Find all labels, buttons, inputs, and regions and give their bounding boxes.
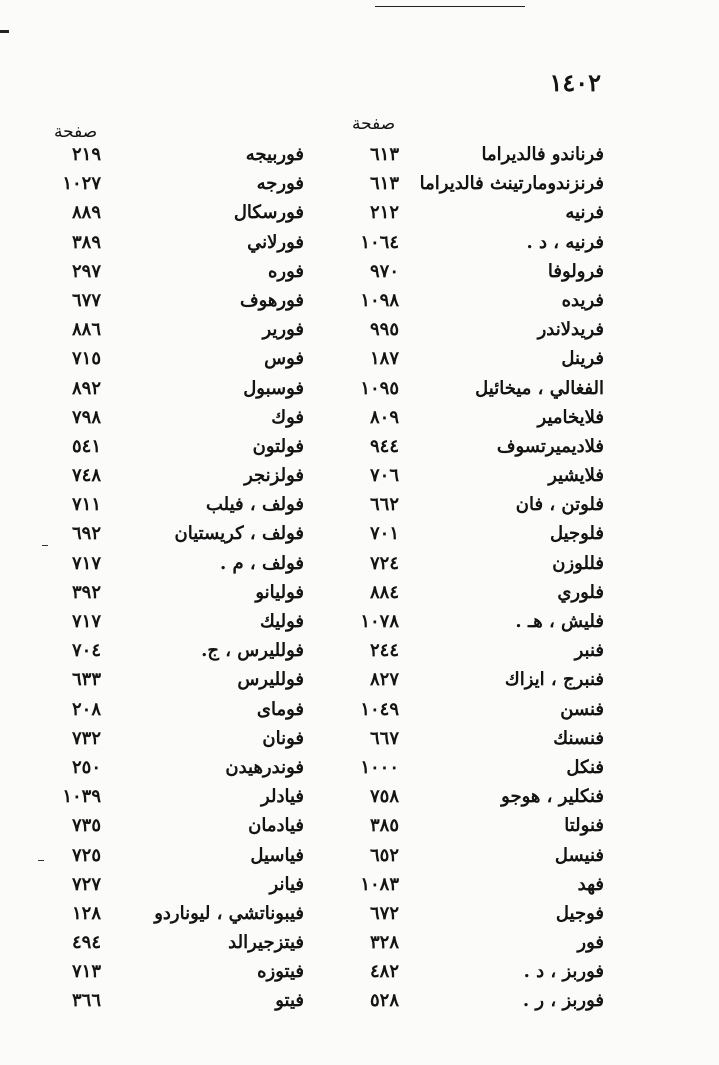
entry-name-right: فنكل: [566, 756, 604, 778]
entry-name-right: فلاديميرتسوف: [496, 435, 604, 457]
entry-name-right: فور: [577, 932, 604, 954]
column-header-left: صفحة: [54, 122, 98, 142]
index-row: [0, 929, 719, 958]
index-row: [0, 170, 719, 199]
entry-name-right: فلوري: [557, 581, 604, 603]
index-row: [0, 287, 719, 316]
entry-name-right: فرناندو فالديراما: [481, 144, 604, 165]
entry-name-left: فورجه: [256, 173, 304, 195]
entry-page-right: ١٠٠٠: [360, 756, 399, 778]
entry-name-right: فرولوفا: [547, 260, 604, 282]
entry-name-right: فريده: [561, 289, 604, 311]
entry-page-right: ٨٢٧: [369, 669, 399, 691]
entry-name-right: فنكلير ، هوجو: [501, 786, 604, 808]
entry-name-left: فوره: [267, 260, 304, 282]
entry-name-right: فوجيل: [555, 902, 604, 924]
entry-page-left: ٧١٥: [71, 348, 101, 370]
entry-name-left: فورهوف: [239, 289, 304, 311]
index-row: [0, 404, 719, 433]
entry-name-left: فولليرس: [237, 669, 304, 691]
entry-name-left: فيتزجيرالد: [228, 932, 304, 954]
entry-page-right: ٩٧٠: [369, 260, 399, 282]
margin-mark: [42, 545, 48, 546]
entry-page-left: ٧٢٥: [71, 844, 101, 866]
entry-name-left: فوليك: [260, 611, 304, 632]
index-row: [0, 462, 719, 491]
index-row: [0, 958, 719, 987]
entry-name-left: فيتو: [275, 990, 304, 1012]
entry-page-right: ٩٤٤: [369, 435, 399, 457]
entry-page-right: ٦٦٢: [369, 494, 399, 516]
entry-name-left: فونان: [262, 727, 304, 749]
entry-name-left: فوربيجه: [245, 144, 304, 165]
entry-name-right: فرنزندومارتينث فالديراما: [419, 173, 604, 195]
entry-page-left: ٦٩٢: [71, 523, 101, 545]
entry-page-right: ١٠٦٤: [360, 231, 399, 253]
index-row: [0, 783, 719, 812]
entry-name-right: فلوتن ، فان: [515, 494, 604, 516]
entry-page-right: ٢١٢: [369, 202, 399, 224]
index-row: [0, 725, 719, 754]
top-rule: [375, 6, 525, 7]
entry-page-right: ٦١٣: [369, 144, 399, 165]
entry-page-right: ٢٤٤: [369, 640, 399, 662]
entry-page-right: ١٠٤٩: [360, 698, 399, 720]
margin-mark: [38, 860, 44, 861]
entry-page-right: ٤٨٢: [369, 961, 399, 983]
entry-page-left: ٧٣٢: [71, 727, 101, 749]
entry-name-left: فولتون: [252, 435, 304, 457]
entry-page-right: ٦٧٢: [369, 902, 399, 924]
entry-name-right: فنسنك: [553, 727, 604, 749]
entry-page-right: ٩٩٥: [369, 319, 399, 341]
index-row: [0, 987, 719, 1016]
entry-page-right: ٦٦٧: [369, 727, 399, 749]
entry-name-right: فنبرج ، ايزاك: [504, 669, 604, 691]
index-row: [0, 141, 719, 170]
entry-page-right: ٧٠٦: [369, 465, 399, 487]
entry-page-right: ٧٥٨: [369, 786, 399, 808]
entry-name-left: فولف ، م .: [219, 552, 304, 574]
entry-name-right: فنيسل: [554, 844, 604, 866]
entry-page-right: ٣٢٨: [369, 932, 399, 954]
index-row: [0, 229, 719, 258]
entry-name-left: فولف ، فيلب: [205, 494, 304, 516]
entry-page-left: ٨٨٩: [71, 202, 101, 224]
index-row: [0, 375, 719, 404]
entry-page-left: ٧٢٧: [71, 873, 101, 895]
entry-name-left: فيانر: [269, 873, 304, 895]
entry-name-left: فورسكال: [233, 202, 304, 224]
entry-page-right: ١٨٧: [369, 348, 399, 370]
entry-name-right: فنولتا: [564, 815, 604, 837]
entry-page-left: ٧١٣: [71, 961, 101, 983]
entry-page-left: ٦٣٣: [71, 669, 101, 691]
entry-name-left: فورير: [262, 319, 304, 341]
entry-name-right: فليش ، هـ .: [515, 611, 604, 632]
index-row: [0, 345, 719, 374]
entry-page-left: ٢١٩: [71, 144, 101, 165]
entry-name-left: فوليانو: [255, 581, 304, 603]
index-row: [0, 258, 719, 287]
entry-name-left: فيبوناتشي ، ليوناردو: [154, 902, 304, 924]
entry-page-right: ١٠٩٨: [360, 289, 399, 311]
entry-name-right: فرنيه: [565, 202, 604, 224]
entry-name-right: فوربز ، د .: [523, 961, 604, 983]
entry-page-left: ٣٨٩: [71, 231, 101, 253]
entry-page-left: ٥٤١: [71, 435, 101, 457]
entry-page-right: ١٠٧٨: [360, 611, 399, 632]
index-row: [0, 550, 719, 579]
entry-page-right: ٣٨٥: [369, 815, 399, 837]
entry-page-right: ١٠٨٣: [360, 873, 399, 895]
entry-name-left: فولليرس ، ج.: [201, 640, 304, 662]
entry-name-left: فيتوزه: [257, 961, 304, 983]
entry-name-right: فريدلاندر: [537, 319, 604, 341]
entry-page-right: ٧٢٤: [369, 552, 399, 574]
entry-name-right: فلوجيل: [549, 523, 604, 545]
entry-name-right: فلايشير: [548, 465, 604, 487]
entry-page-left: ١٠٣٩: [62, 786, 101, 808]
entry-page-right: ٧٠١: [369, 523, 399, 545]
entry-page-left: ١٠٢٧: [62, 173, 101, 195]
index-row: [0, 696, 719, 725]
entry-page-left: ٢٩٧: [71, 260, 101, 282]
entry-page-left: ٧١٧: [71, 552, 101, 574]
entry-page-left: ٨٩٢: [71, 377, 101, 399]
entry-page-right: ٨٨٤: [369, 581, 399, 603]
index-row: [0, 637, 719, 666]
index-row: [0, 199, 719, 228]
entry-name-left: فورلاني: [247, 231, 304, 253]
entry-name-right: فوربز ، ر .: [522, 990, 604, 1012]
index-row: [0, 433, 719, 462]
entry-page-left: ٧٩٨: [71, 406, 101, 428]
entry-name-left: فيادمان: [248, 815, 304, 837]
corner-mark: [0, 30, 9, 33]
entry-name-left: فوك: [271, 406, 304, 428]
index-row: [0, 316, 719, 345]
entry-name-right: الفغالي ، ميخائيل: [475, 377, 604, 399]
entry-page-left: ٨٨٦: [71, 319, 101, 341]
entry-name-right: فرينل: [561, 348, 604, 370]
entry-name-right: فللوزن: [552, 552, 604, 574]
entry-page-left: ٢٥٠: [71, 756, 101, 778]
entry-name-left: فوس: [264, 348, 304, 370]
entry-name-right: فنسن: [560, 698, 604, 720]
index-row: [0, 666, 719, 695]
entry-page-left: ٧١١: [71, 494, 101, 516]
entry-page-left: ٧٠٤: [71, 640, 101, 662]
index-row: [0, 842, 719, 871]
entry-name-left: فوماى: [256, 698, 304, 720]
entry-name-left: فولزنجر: [244, 465, 304, 487]
entry-page-right: ٦٥٢: [369, 844, 399, 866]
entry-name-left: فوندرهيدن: [225, 756, 304, 778]
entry-page-left: ٣٩٢: [71, 581, 101, 603]
entry-name-left: فيادلر: [261, 786, 304, 808]
entry-name-right: فنبر: [574, 640, 604, 662]
entry-page-right: ٦١٣: [369, 173, 399, 195]
index-row: [0, 520, 719, 549]
entry-name-left: فوسبول: [243, 377, 304, 399]
entry-page-left: ٢٠٨: [71, 698, 101, 720]
index-row: [0, 491, 719, 520]
entry-page-left: ٤٩٤: [71, 932, 101, 954]
entry-name-left: فياسيل: [250, 844, 304, 866]
entry-name-right: فهد: [577, 873, 604, 895]
entry-page-right: ١٠٩٥: [360, 377, 399, 399]
entry-page-left: ٣٦٦: [71, 990, 101, 1012]
entry-name-right: فلايخامير: [537, 406, 604, 428]
entry-name-right: فرنيه ، د .: [526, 231, 604, 253]
index-list: [0, 141, 719, 1017]
index-row: [0, 754, 719, 783]
index-row: [0, 871, 719, 900]
entry-page-left: ١٢٨: [71, 902, 101, 924]
index-row: [0, 900, 719, 929]
entry-page-left: ٧٤٨: [71, 465, 101, 487]
entry-page-right: ٨٠٩: [369, 406, 399, 428]
entry-page-left: ٦٧٧: [71, 289, 101, 311]
entry-page-left: ٧١٧: [71, 611, 101, 632]
index-row: [0, 812, 719, 841]
index-row: [0, 608, 719, 637]
index-row: [0, 579, 719, 608]
entry-page-left: ٧٣٥: [71, 815, 101, 837]
page-number: ١٤٠٢: [549, 68, 601, 97]
entry-name-left: فولف ، كريستيان: [174, 523, 304, 545]
column-header-right: صفحة: [352, 114, 396, 134]
entry-page-right: ٥٢٨: [369, 990, 399, 1012]
